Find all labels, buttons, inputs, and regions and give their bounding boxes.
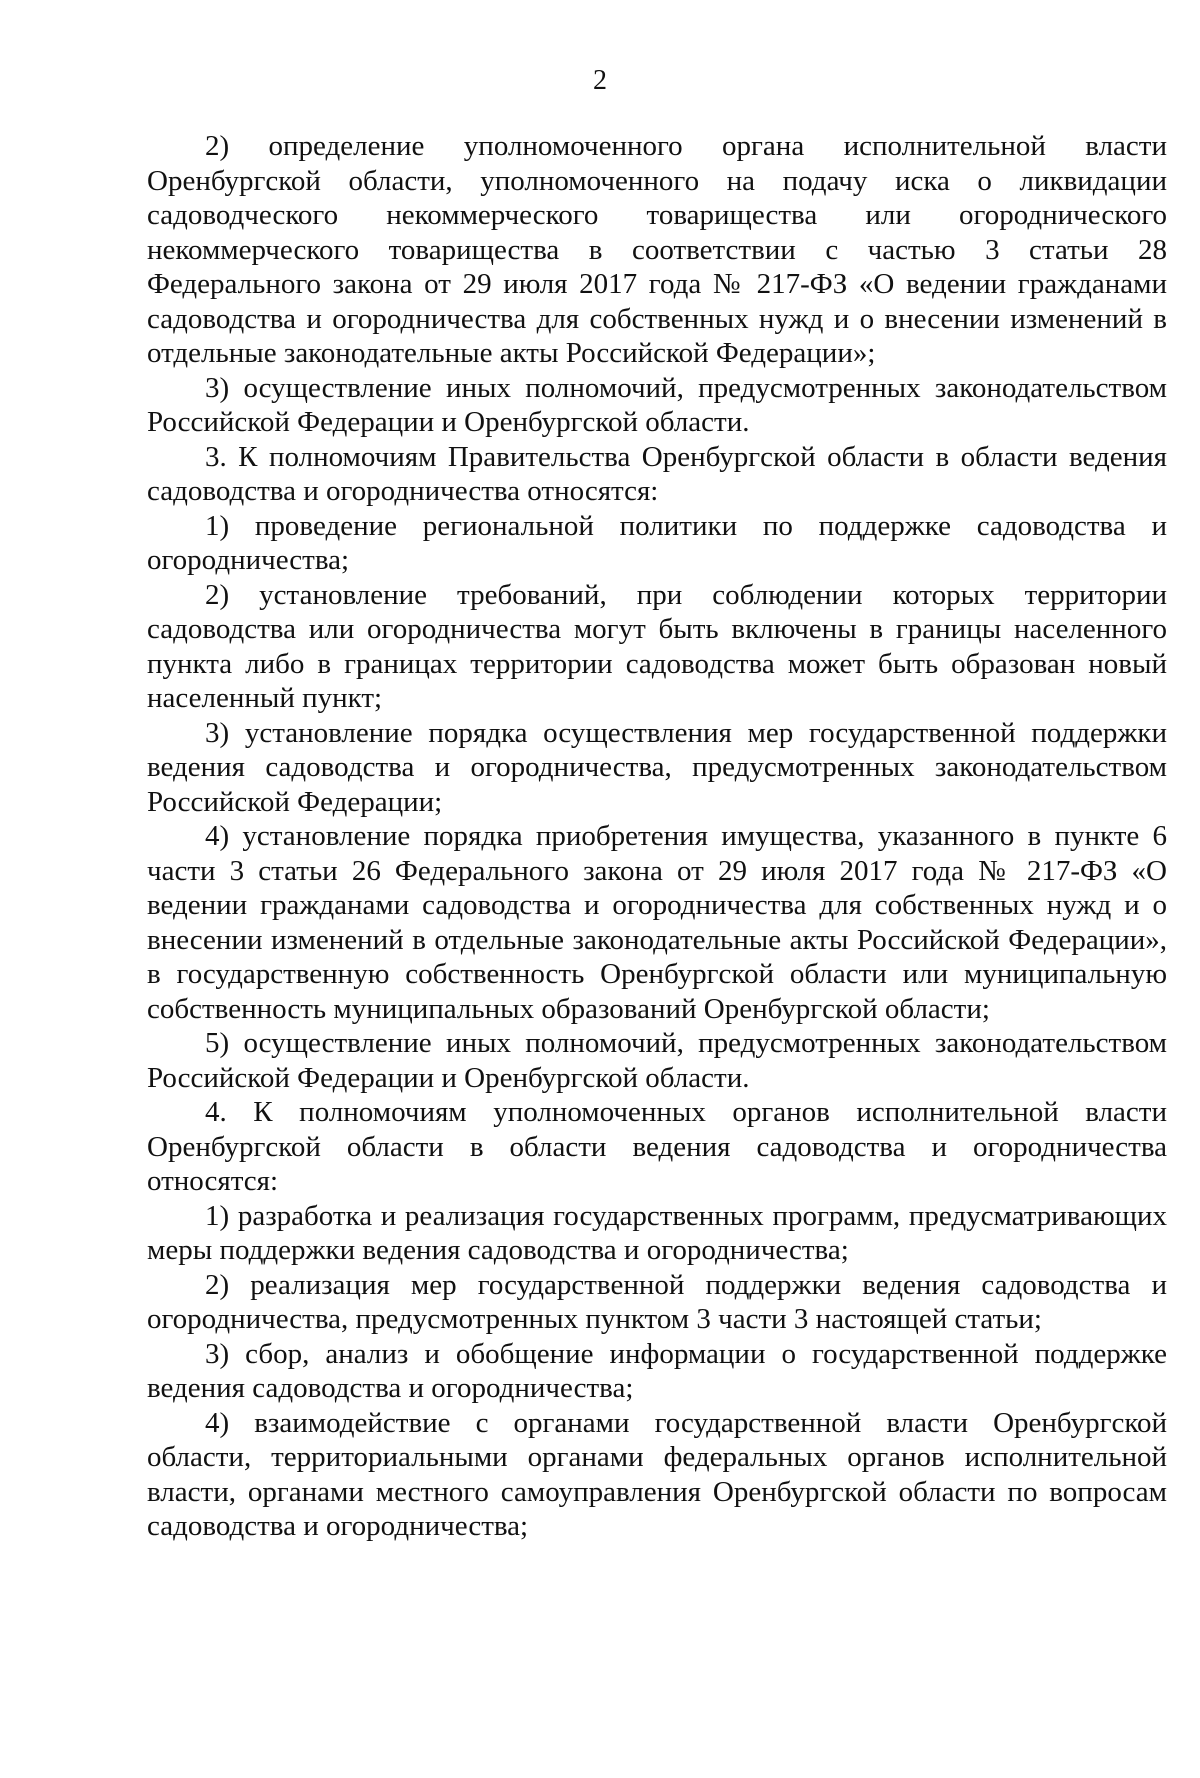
paragraph-part3-item1: 1) проведение региональной политики по поддержке садоводства и огородничества; (147, 509, 1167, 576)
paragraph-part2-item2: 2) определение уполномоченного органа исполнительной власти Оренбургской области, уполномоченного на подачу иска о ликвидации садоводческого некоммерческого товарищества или огороднического некоммерческого товарищества в соответствии с частью 3 статьи 28 Федерального закона от 29 июля 2017 года № 217-ФЗ «О ведении гражданами садоводства и огородничества для собственных нужд и о внесении изменений в отдельные законодательные акты Российской Федерации»; (147, 130, 1167, 369)
paragraph-part3-item4: 4) установление порядка приобретения имущества, указанного в пункте 6 части 3 статьи 26 Федерального закона от 29 июля 2017 года № 217-ФЗ «О ведении гражданами садоводства и огородничества для собственных нужд и о внесении изменений в отдельные законодательные акты Российской Федерации», в государственную собственность Оренбургской области или муниципальную собственность муниципальных образований Оренбургской области; (147, 820, 1167, 1025)
document-body (147, 129, 1167, 1544)
paragraph-part4-item1: 1) разработка и реализация государственных программ, предусматривающих меры поддержки ведения садоводства и огородничества; (147, 1199, 1167, 1266)
paragraph-part3-heading: 3. К полномочиям Правительства Оренбургской области в области ведения садоводства и огородничества относятся: (147, 440, 1167, 507)
page-number: 2 (593, 65, 607, 96)
paragraph-part3-item5: 5) осуществление иных полномочий, предусмотренных законодательством Российской Федерации и Оренбургской области. (147, 1027, 1167, 1094)
paragraph-part4-heading: 4. К полномочиям уполномоченных органов исполнительной власти Оренбургской области в области ведения садоводства и огородничества относятся: (147, 1096, 1167, 1197)
paragraph-part2-item3: 3) осуществление иных полномочий, предусмотренных законодательством Российской Федерации и Оренбургской области. (147, 371, 1167, 438)
paragraph-part4-item4: 4) взаимодействие с органами государственной власти Оренбургской области, территориальными органами федеральных органов исполнительной власти, органами местного самоуправления Оренбургской области по вопросам садоводства и огородничества; (147, 1406, 1167, 1542)
paragraph-part4-item2: 2) реализация мер государственной поддержки ведения садоводства и огородничества, предусмотренных пунктом 3 части 3 настоящей статьи; (147, 1268, 1167, 1335)
paragraph-part3-item3: 3) установление порядка осуществления мер государственной поддержки ведения садоводства и огородничества, предусмотренных законодательством Российской Федерации; (147, 716, 1167, 818)
paragraph-part3-item2: 2) установление требований, при соблюдении которых территории садоводства или огородничества могут быть включены в границы населенного пункта либо в границах территории садоводства может быть образован новый населенный пункт; (147, 578, 1167, 714)
paragraph-part4-item3: 3) сбор, анализ и обобщение информации о государственной поддержке ведения садоводства и огородничества; (147, 1337, 1167, 1404)
